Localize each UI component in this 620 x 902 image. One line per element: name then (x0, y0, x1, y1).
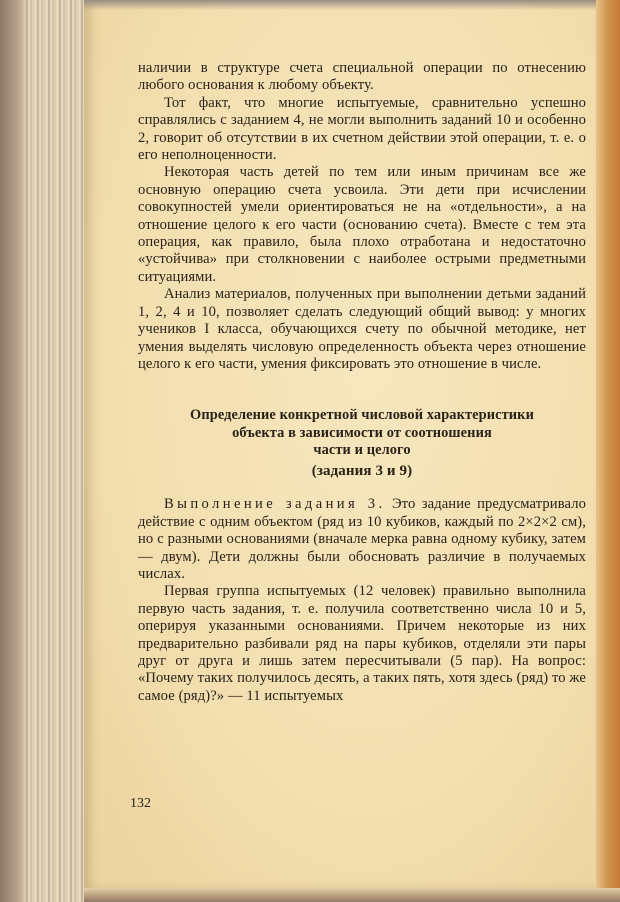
heading-line-3: части и целого (313, 442, 411, 459)
paragraph-5-lead: Выполнение задания 3. (164, 496, 386, 513)
page-right-edge (596, 0, 620, 902)
paragraph-5-body: Это задание предусматривало действие с одним объектом (ряд из 10 кубиков, каждый по 2×2×2 см), но с разными основаниями (вначале мерка равна одному кубику, затем — двум). Дети должны были обосновать различие в получаемых числах. (138, 496, 586, 582)
heading-subtitle: (задания 3 и 9) (311, 462, 413, 479)
page-text (138, 60, 586, 705)
paragraph-4: Анализ материалов, полученных при выполнении детьми заданий 1, 2, 4 и 10, позволяет сделать следующий общий вывод: у многих учеников I класса, обучающихся счету по обычной методике, нет умения выделять числовую определенность объекта через отношение целого к его части, умения фиксировать это отношение в числе. (138, 286, 586, 372)
page-bottom-edge (84, 888, 620, 902)
page-number: 132 (130, 796, 151, 811)
heading-line-1: Определение конкретной числовой характеристики (190, 407, 534, 424)
paragraph-6: Первая группа испытуемых (12 человек) правильно выполнила первую часть задания, т. е. получила соответственно числа 10 и 5, оперируя указанными основаниями. Причем некоторые из них предварительно разбивали ряд на пары кубиков, отделяли эти пары друг от друга и лишь затем пересчитывали (5 пар). На вопрос: «Почему таких получилось десять, а таких пять, хотя здесь (ряд) то же самое (ряд)?» — 11 испытуемых (138, 583, 586, 704)
paragraph-3: Некоторая часть детей по тем или иным причинам все же основную операцию счета усвоила. Эти дети при исчислении совокупностей умели ориентироваться не на «отдельности», а на отношение целого к его части (основанию счета). Вместе с тем эта операция, как правило, была плохо отработана и недостаточно «устойчива» при столкновении с наиболее острыми предметными ситуациями. (138, 164, 586, 285)
heading-line-2: объекта в зависимости от соотношения (232, 424, 492, 441)
section-heading (138, 407, 586, 480)
paragraph-1: наличии в структуре счета специальной операции по отнесению любого основания к любому объекту. (138, 60, 586, 94)
paragraph-2: Тот факт, что многие испытуемые, сравнительно успешно справлялись с заданием 4, не могли выполнить заданий 10 и особенно 2, говорит об отсутствии в их счетном действии этой операции, т. е. о его неполноценности. (138, 94, 586, 164)
paragraph-5 (138, 496, 586, 583)
top-shadow (84, 0, 598, 10)
page-stack-edge (0, 0, 84, 902)
